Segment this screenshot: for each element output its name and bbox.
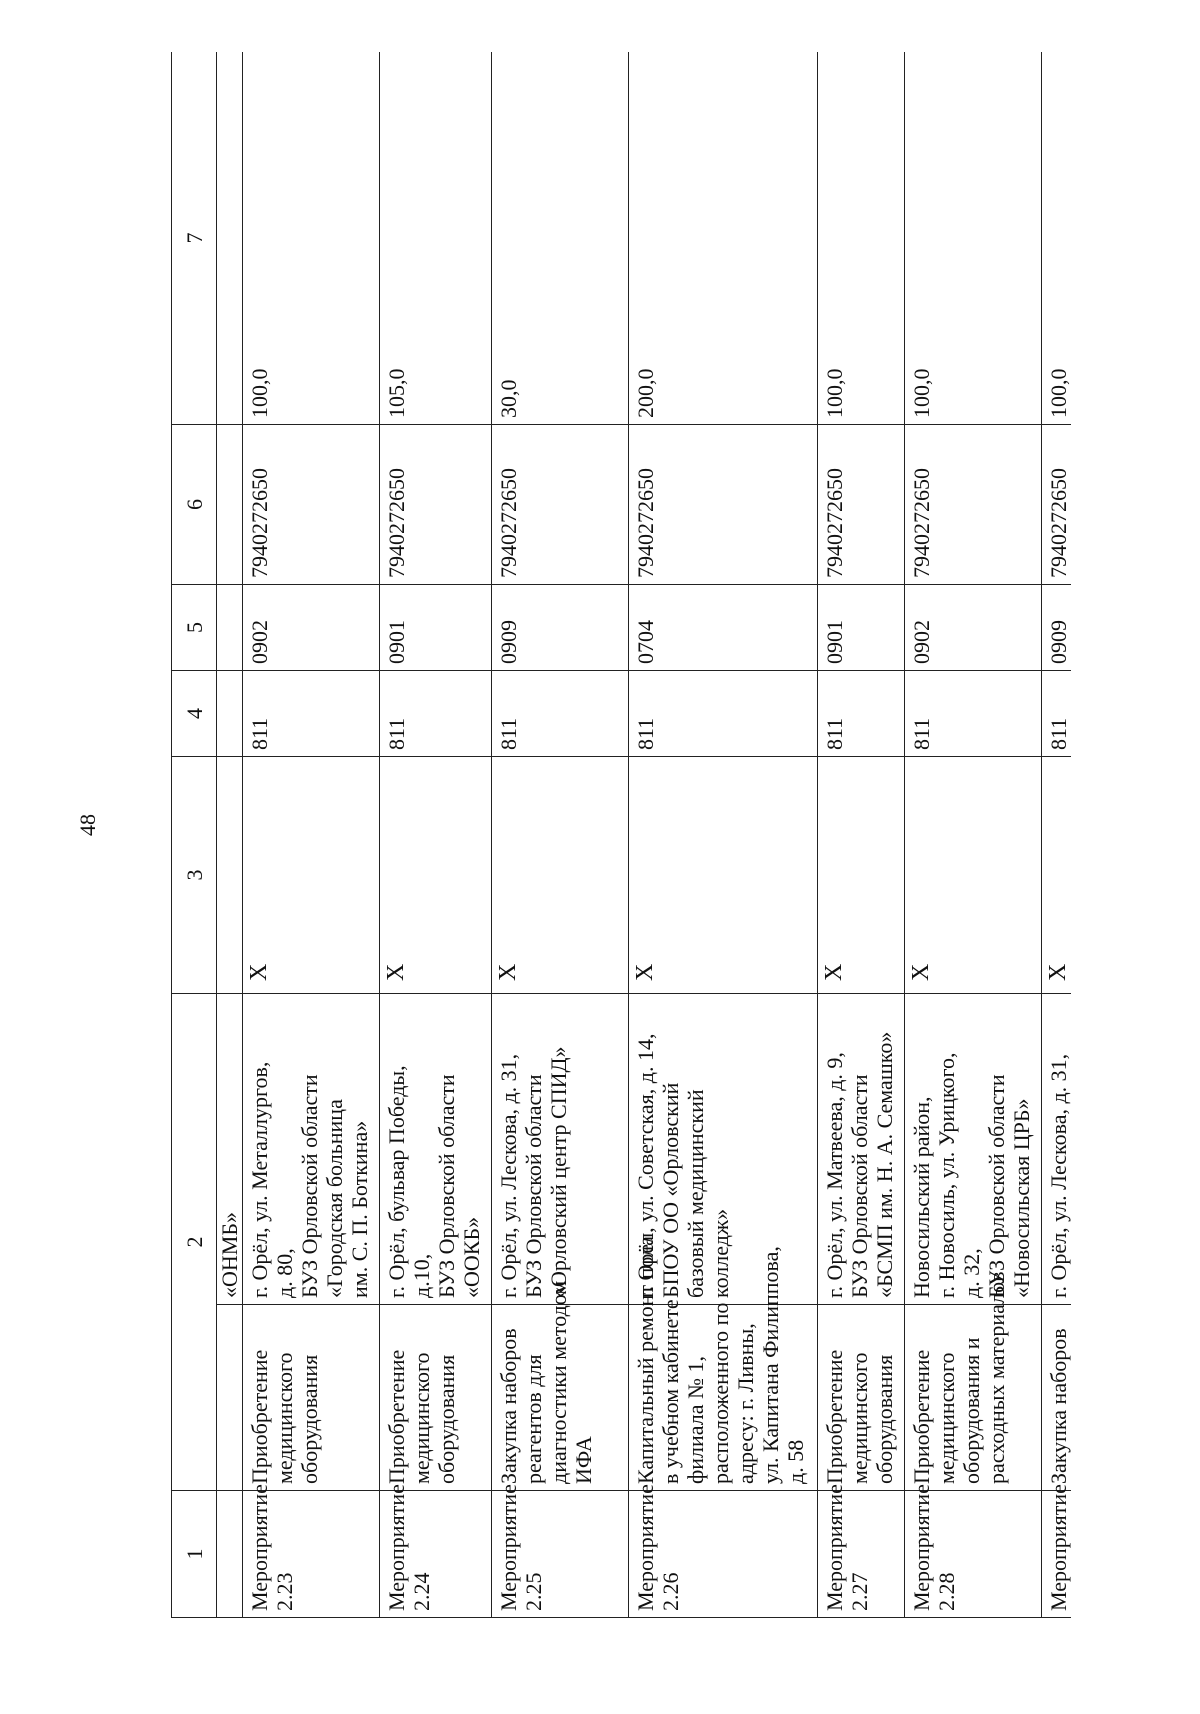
table-row (818, 52, 905, 1618)
cell-line: оборудования (434, 1354, 459, 1484)
cell-line: реагентов для (521, 1354, 546, 1484)
cell (217, 52, 243, 425)
cell-executor (492, 994, 629, 1305)
cell-line: колледж» (708, 1208, 733, 1298)
cell-line: г. Орёл, ул. Металлургов, (247, 1061, 272, 1298)
page-number: 48 (75, 814, 100, 836)
cell-amount: 100,0 (243, 52, 380, 425)
cell-executor (629, 994, 818, 1305)
header-col-5: 5 (172, 585, 217, 671)
cell-line: ул. Капитана Филиппова, (758, 1246, 783, 1484)
cell-executor (243, 994, 380, 1305)
cell-line: г. Новосиль, ул. Урицкого, (934, 1052, 959, 1298)
cell-line: Закупка наборов (496, 1328, 521, 1484)
cell-amount: 105,0 (380, 52, 492, 425)
cell-code-section: 0901 (818, 585, 905, 671)
cell-description (492, 1280, 629, 1491)
continuation-row (217, 52, 243, 1618)
cell-line: Мероприятие (822, 1484, 847, 1611)
table-row (243, 52, 380, 1618)
cell-line: Мероприятие (1046, 1484, 1071, 1611)
cell-code-ministry: 811 (629, 671, 818, 757)
budget-table (171, 52, 1071, 1618)
cell-amount: 30,0 (492, 52, 629, 425)
cell-line: оборудования (297, 1354, 322, 1484)
cell-line: медицинского (409, 1352, 434, 1484)
cell-code-section: 0909 (492, 585, 629, 671)
cell-description (243, 1305, 380, 1491)
cell-amount: 100,0 (905, 52, 1042, 425)
cell (217, 585, 243, 671)
cell-executor (818, 994, 905, 1305)
cell-line: г. Орёл, ул. Лескова, д. 31, (496, 1053, 521, 1298)
rotated-table-container (171, 52, 1071, 1618)
cell-line: диагностики методом (546, 1280, 571, 1484)
cell-code-ministry: 811 (1042, 671, 1072, 757)
cell-line: адресу: г. Ливны, (733, 1323, 758, 1484)
cell-line: «Новосильская ЦРБ» (1009, 1098, 1034, 1298)
cell-line: 2.24 (409, 1572, 434, 1611)
cell-code-target: 7940272650 (818, 425, 905, 585)
cell-line: БПОУ ОО «Орловский (658, 1082, 683, 1298)
cell-line: 2.25 (521, 1572, 546, 1611)
cell-line: «Городская больница (322, 1099, 347, 1298)
cell-line: г. Орёл, ул. Советская, д. 14, (633, 1033, 658, 1298)
cell-executor (1042, 994, 1072, 1305)
cell-line: Приобретение (384, 1349, 409, 1484)
cell-amount: 200,0 (629, 52, 818, 425)
cell (217, 425, 243, 585)
cell-line: расположенного по (708, 1302, 733, 1484)
cell-line: д.10, (409, 1253, 434, 1298)
cell (217, 671, 243, 757)
cell-code-section: 0901 (380, 585, 492, 671)
cell-mark: X (1042, 757, 1072, 994)
header-col-2: 2 (172, 994, 217, 1491)
table-row (1042, 52, 1072, 1618)
cell-line: Приобретение (909, 1349, 934, 1484)
cell-executor (380, 994, 492, 1305)
cell-description (1042, 1305, 1072, 1491)
cell-line: БУЗ Орловской области (521, 1074, 546, 1298)
cell-code-target: 7940272650 (905, 425, 1042, 585)
header-col-4: 4 (172, 671, 217, 757)
header-col-1: 1 (172, 1491, 217, 1618)
cell-mark: X (818, 757, 905, 994)
cell-line: д. 58 (783, 1439, 808, 1484)
cell-line: оборудования и (959, 1337, 984, 1484)
cell-code-target: 7940272650 (243, 425, 380, 585)
cell-amount: 100,0 (818, 52, 905, 425)
cell-line: Новосильский район, (909, 1096, 934, 1298)
cell-description (380, 1305, 492, 1491)
cell-code-ministry: 811 (818, 671, 905, 757)
cell-line: Приобретение (247, 1349, 272, 1484)
cell-line: базовый медицинский (683, 1089, 708, 1298)
cell-executor (905, 994, 1042, 1305)
cell-line: им. С. П. Боткина» (347, 1120, 372, 1298)
cell-line: д. 32, (959, 1248, 984, 1298)
cell-code-ministry: 811 (905, 671, 1042, 757)
cell-code-section: 0902 (243, 585, 380, 671)
cell-line: медицинского (272, 1352, 297, 1484)
cell-line: г. Орёл, бульвар Победы, (384, 1065, 409, 1298)
cell-event (243, 1484, 380, 1618)
cell-code-target: 7940272650 (629, 425, 818, 585)
cell-code-ministry: 811 (380, 671, 492, 757)
cell-line: филиала № 1, (683, 1356, 708, 1484)
cell-line: 2.28 (934, 1572, 959, 1611)
cell-line: 2.26 (658, 1572, 683, 1611)
header-col-6: 6 (172, 425, 217, 585)
cell-line: оборудования (872, 1354, 897, 1484)
document-frame (171, 52, 1071, 1618)
cell-line: Капитальный ремонт пола (633, 1236, 658, 1484)
cell-code-section: 0909 (1042, 585, 1072, 671)
cell-line: г. Орёл, ул. Лескова, д. 31, (1046, 1053, 1071, 1298)
cell-code-section: 0902 (905, 585, 1042, 671)
cell-executor: «ОНМБ» (217, 994, 243, 1305)
cell-code-target: 7940272650 (380, 425, 492, 585)
cell-mark: X (380, 757, 492, 994)
cell-line: медицинского (934, 1352, 959, 1484)
cell-line: «Орловский центр СПИД» (546, 1046, 571, 1298)
cell-event (629, 1484, 818, 1618)
cell-line: Мероприятие (247, 1484, 272, 1611)
cell (217, 1491, 243, 1618)
cell-line: 2.27 (847, 1572, 872, 1611)
cell-code-target: 7940272650 (1042, 425, 1072, 585)
table-row (492, 52, 629, 1618)
header-col-3: 3 (172, 757, 217, 994)
cell-line: 2.23 (272, 1572, 297, 1611)
table-row (380, 52, 492, 1618)
cell-mark: X (243, 757, 380, 994)
table-row (629, 52, 818, 1618)
header-row (172, 52, 217, 1618)
cell-event (818, 1484, 905, 1618)
cell-amount: 100,0 (1042, 52, 1072, 425)
cell-line: Приобретение (822, 1349, 847, 1484)
cell-event (492, 1484, 629, 1618)
cell-line: д. 80, (272, 1248, 297, 1298)
cell-line: «БСМП им. Н. А. Семашко» (872, 1031, 897, 1298)
cell-event (905, 1484, 1042, 1618)
cell-line: «ООКБ» (459, 1216, 484, 1298)
cell (217, 757, 243, 994)
cell-line: БУЗ Орловской области (434, 1074, 459, 1298)
cell (217, 1305, 243, 1491)
cell-line: ИФА (571, 1436, 596, 1484)
cell-code-target: 7940272650 (492, 425, 629, 585)
cell-mark: X (905, 757, 1042, 994)
cell-line: Мероприятие (909, 1484, 934, 1611)
cell-line: г. Орёл, ул. Матвеева, д. 9, (822, 1052, 847, 1298)
cell-code-ministry: 811 (492, 671, 629, 757)
cell-mark: X (629, 757, 818, 994)
cell-code-ministry: 811 (243, 671, 380, 757)
cell-description (818, 1305, 905, 1491)
cell-mark: X (492, 757, 629, 994)
cell-line: в учебном кабинете (658, 1299, 683, 1484)
header-col-7: 7 (172, 52, 217, 425)
cell-line: расходных материалов (984, 1271, 1009, 1484)
cell-event (380, 1484, 492, 1618)
table-row (905, 52, 1042, 1618)
cell-line: БУЗ Орловской области (297, 1074, 322, 1298)
cell-line: Закупка наборов (1046, 1328, 1071, 1484)
cell-code-section: 0704 (629, 585, 818, 671)
cell-line: БУЗ Орловской области (847, 1074, 872, 1298)
cell-line: Мероприятие (384, 1484, 409, 1611)
cell-line: медицинского (847, 1352, 872, 1484)
cell-line: Мероприятие (496, 1484, 521, 1611)
cell-event (1042, 1484, 1072, 1618)
cell-line: Мероприятие (633, 1484, 658, 1611)
cell-line: БУЗ Орловской области (984, 1074, 1009, 1298)
